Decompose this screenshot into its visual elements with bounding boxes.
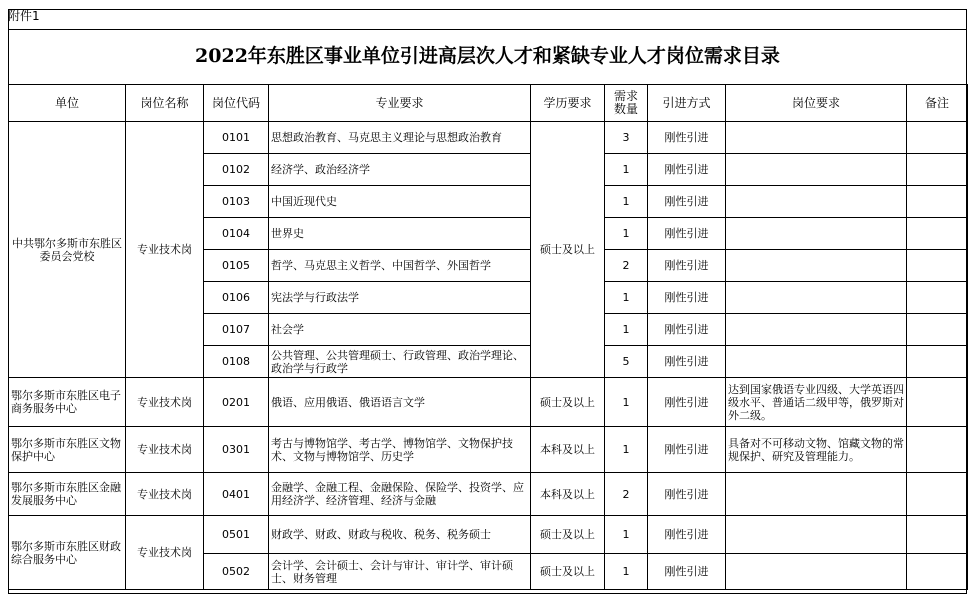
cell-requirement[interactable] [726,554,907,590]
cell-major[interactable]: 世界史 [269,218,531,250]
cell-quantity[interactable]: 1 [605,218,648,250]
cell-education[interactable]: 硕士及以上 [531,516,605,554]
cell-education[interactable]: 硕士及以上 [531,554,605,590]
cell-remark[interactable] [907,250,968,282]
cell-method[interactable]: 刚性引进 [648,427,726,473]
cell-major[interactable]: 公共管理、公共管理硕士、行政管理、政治学理论、政治学与行政学 [269,346,531,378]
table-row [9,122,968,154]
cell-code[interactable]: 0501 [204,516,269,554]
cell-education[interactable]: 本科及以上 [531,473,605,516]
header-quantity[interactable]: 需求数量 [605,85,648,122]
page-title: 2022年东胜区事业单位引进高层次人才和紧缺专业人才岗位需求目录 [195,45,780,67]
cell-post-name[interactable]: 专业技术岗 [126,473,204,516]
header-remarks[interactable]: 备注 [907,85,968,122]
cell-unit[interactable]: 鄂尔多斯市东胜区金融发展服务中心 [9,473,126,516]
cell-unit[interactable]: 鄂尔多斯市东胜区电子商务服务中心 [9,378,126,427]
cell-method[interactable]: 刚性引进 [648,122,726,154]
cell-major[interactable]: 思想政治教育、马克思主义理论与思想政治教育 [269,122,531,154]
cell-method[interactable]: 刚性引进 [648,250,726,282]
cell-major[interactable]: 宪法学与行政法学 [269,282,531,314]
cell-code[interactable]: 0102 [204,154,269,186]
cell-method[interactable]: 刚性引进 [648,186,726,218]
cell-major[interactable]: 会计学、会计硕士、会计与审计、审计学、审计硕士、财务管理 [269,554,531,590]
cell-education[interactable]: 硕士及以上 [531,122,605,378]
header-method[interactable]: 引进方式 [648,85,726,122]
cell-quantity[interactable]: 1 [605,186,648,218]
cell-major[interactable]: 中国近现代史 [269,186,531,218]
cell-major[interactable]: 俄语、应用俄语、俄语语言文学 [269,378,531,427]
cell-education[interactable]: 本科及以上 [531,427,605,473]
cell-quantity[interactable]: 2 [605,473,648,516]
cell-code[interactable]: 0502 [204,554,269,590]
cell-code[interactable]: 0201 [204,378,269,427]
header-unit[interactable]: 单位 [9,85,126,122]
cell-quantity[interactable]: 2 [605,250,648,282]
cell-remark[interactable] [907,314,968,346]
cell-method[interactable]: 刚性引进 [648,516,726,554]
cell-remark[interactable] [907,427,968,473]
cell-remark[interactable] [907,282,968,314]
cell-requirement[interactable] [726,250,907,282]
cell-remark[interactable] [907,218,968,250]
header-requirements[interactable]: 岗位要求 [726,85,907,122]
table-row [9,427,968,473]
cell-code[interactable]: 0107 [204,314,269,346]
cell-quantity[interactable]: 1 [605,378,648,427]
cell-method[interactable]: 刚性引进 [648,346,726,378]
cell-code[interactable]: 0104 [204,218,269,250]
cell-major[interactable]: 财政学、财政、财政与税收、税务、税务硕士 [269,516,531,554]
cell-method[interactable]: 刚性引进 [648,218,726,250]
cell-method[interactable]: 刚性引进 [648,378,726,427]
cell-quantity[interactable]: 1 [605,154,648,186]
cell-post-name[interactable]: 专业技术岗 [126,427,204,473]
cell-quantity[interactable]: 1 [605,282,648,314]
cell-remark[interactable] [907,186,968,218]
cell-remark[interactable] [907,346,968,378]
header-row [9,85,968,122]
cell-remark[interactable] [907,516,968,554]
cell-code[interactable]: 0301 [204,427,269,473]
cell-unit[interactable]: 中共鄂尔多斯市东胜区委员会党校 [9,122,126,378]
cell-requirement[interactable]: 具备对不可移动文物、馆藏文物的常规保护、研究及管理能力。 [726,427,907,473]
job-table [8,84,968,590]
cell-quantity[interactable]: 1 [605,516,648,554]
cell-code[interactable]: 0101 [204,122,269,154]
header-post-name[interactable]: 岗位名称 [126,85,204,122]
cell-method[interactable]: 刚性引进 [648,282,726,314]
cell-method[interactable]: 刚性引进 [648,473,726,516]
cell-code[interactable]: 0106 [204,282,269,314]
cell-remark[interactable] [907,554,968,590]
cell-requirement[interactable] [726,218,907,250]
cell-requirement[interactable] [726,186,907,218]
cell-code[interactable]: 0105 [204,250,269,282]
cell-quantity[interactable]: 3 [605,122,648,154]
cell-requirement[interactable] [726,154,907,186]
cell-method[interactable]: 刚性引进 [648,154,726,186]
cell-requirement[interactable] [726,122,907,154]
cell-requirement[interactable] [726,346,907,378]
cell-post-name[interactable]: 专业技术岗 [126,378,204,427]
cell-requirement[interactable]: 达到国家俄语专业四级、大学英语四级水平、普通话二级甲等，俄罗斯对外二级。 [726,378,907,427]
cell-major[interactable]: 社会学 [269,314,531,346]
cell-post-name[interactable]: 专业技术岗 [126,516,204,590]
cell-requirement[interactable] [726,314,907,346]
cell-remark[interactable] [907,122,968,154]
cell-quantity[interactable]: 5 [605,346,648,378]
header-education[interactable]: 学历要求 [531,85,605,122]
cell-unit[interactable]: 鄂尔多斯市东胜区文物保护中心 [9,427,126,473]
cell-education[interactable]: 硕士及以上 [531,378,605,427]
header-major[interactable]: 专业要求 [269,85,531,122]
cell-remark[interactable] [907,473,968,516]
table-row [9,516,968,554]
cell-remark[interactable] [907,154,968,186]
table-row [9,473,968,516]
cell-quantity[interactable]: 1 [605,314,648,346]
cell-remark[interactable] [907,378,968,427]
header-post-code[interactable]: 岗位代码 [204,85,269,122]
cell-requirement[interactable] [726,473,907,516]
cell-post-name[interactable]: 专业技术岗 [126,122,204,378]
cell-major[interactable]: 经济学、政治经济学 [269,154,531,186]
cell-method[interactable]: 刚性引进 [648,314,726,346]
cell-unit[interactable]: 鄂尔多斯市东胜区财政综合服务中心 [9,516,126,590]
cell-major[interactable]: 考古与博物馆学、考古学、博物馆学、文物保护技术、文物与博物馆学、历史学 [269,427,531,473]
cell-code[interactable]: 0401 [204,473,269,516]
attachment-label: 附件1 [8,9,40,23]
table-row [9,378,968,427]
cell-code[interactable]: 0108 [204,346,269,378]
cell-requirement[interactable] [726,516,907,554]
cell-major[interactable]: 金融学、金融工程、金融保险、保险学、投资学、应用经济学、经济管理、经济与金融 [269,473,531,516]
cell-code[interactable]: 0103 [204,186,269,218]
cell-requirement[interactable] [726,282,907,314]
cell-quantity[interactable]: 1 [605,554,648,590]
cell-method[interactable]: 刚性引进 [648,554,726,590]
cell-quantity[interactable]: 1 [605,427,648,473]
cell-major[interactable]: 哲学、马克思主义哲学、中国哲学、外国哲学 [269,250,531,282]
